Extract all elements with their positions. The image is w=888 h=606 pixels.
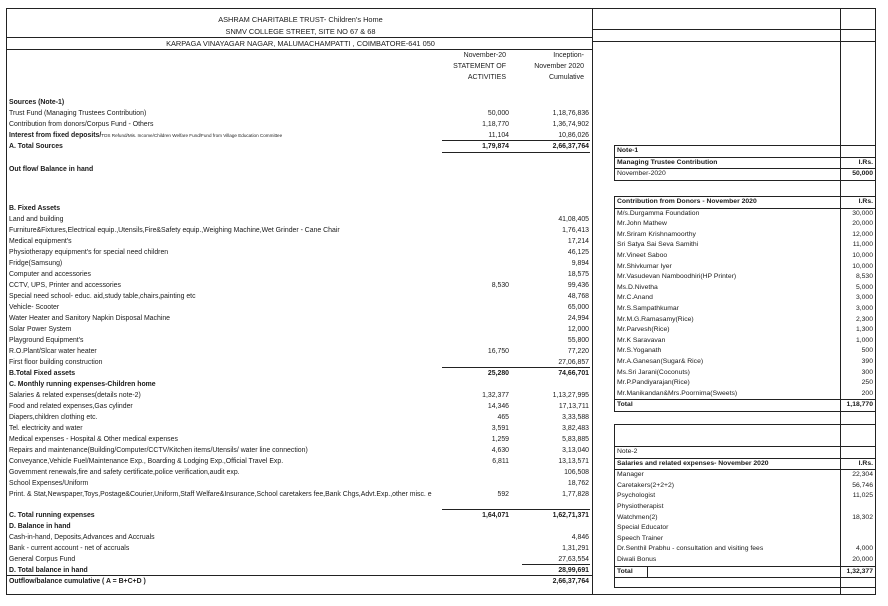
note-row-label: Diwali Bonus [617, 555, 657, 563]
outflow-heading-text: Out flow/ Balance in hand [9, 166, 94, 173]
row-label-detail: TDS Refund/Mis. Income/Children Welfare Fund/Fund from Village Education Committee [101, 133, 283, 138]
month-value: 1,18,770 [482, 121, 509, 128]
org-address-2: KARPAGA VINAYAGAR NAGAR, MALUMACHAMPATTI , COIMBATORE-641 050 [166, 39, 435, 48]
row-label: Furniture&Fixtures,Electrical equip.,Utensils,Fire&Safety equip.,Weighing Machine,Wet Grinder - Cane Chair [9, 227, 340, 234]
row-label: Bank - current account - net of accruals [9, 545, 130, 552]
statement-row [9, 108, 589, 119]
row-label: Medical equipment's [9, 238, 72, 245]
note-row-value: 3,000 [855, 304, 873, 312]
note-row [615, 502, 875, 513]
note-row [615, 357, 875, 368]
note-row-value: 4,000 [855, 545, 873, 553]
statement-row [9, 324, 589, 335]
cumulative-value: 74,66,701 [558, 370, 589, 377]
month-value: 1,64,071 [482, 512, 509, 519]
balance-heading-text: D. Balance in hand [9, 523, 71, 530]
note-row-label: Mr.S.Sampathkumar [617, 304, 679, 312]
row-label: Government renewals,fire and safety certificate,police verification,audit exp. [9, 469, 240, 476]
note-row-value: 3,000 [855, 294, 873, 302]
note-row-value: 18,302 [852, 513, 873, 521]
cumulative-value: 48,768 [567, 293, 589, 300]
note1-unit: I.Rs. [858, 158, 873, 166]
note-row-value: 250 [861, 379, 873, 387]
donors-total-value: 1,18,770 [846, 401, 873, 409]
note-row-value: 56,746 [852, 481, 873, 489]
row-label: Water Heater and Sanitory Napkin Disposal Machine [9, 315, 170, 322]
note-row [615, 283, 875, 294]
row-label: Trust Fund (Managing Trustees Contribution) [9, 110, 147, 117]
row-label: First floor building construction [9, 359, 103, 366]
statement-row [9, 390, 589, 401]
note-row [615, 304, 875, 315]
cumulative-value: 24,994 [567, 315, 589, 322]
note-row-label: Mr.John Mathew [617, 220, 667, 228]
row-label: B.Total Fixed assets [9, 370, 76, 377]
month-value: 50,000 [487, 110, 509, 117]
statement-row [9, 291, 589, 302]
note-row [615, 325, 875, 336]
row-label: Tel. electricity and water [9, 425, 83, 432]
row-label: Fridge(Samsung) [9, 260, 63, 267]
month-value: 1,79,874 [482, 143, 509, 150]
cumulative-value: 17,214 [567, 238, 589, 245]
cumulative-value: 9,894 [571, 260, 589, 267]
month-value: 1,32,377 [482, 392, 509, 399]
statement-row [9, 335, 589, 346]
cumulative-value: 12,000 [567, 326, 589, 333]
balance-heading [9, 521, 589, 532]
month-value: 16,750 [487, 348, 509, 355]
note-row-label: Mr.K Saravavan [617, 336, 666, 344]
cumulative-value: 1,76,413 [562, 227, 589, 234]
divider [593, 29, 875, 30]
cumulative-value: 2,66,37,764 [552, 143, 589, 150]
row-label: Land and building [9, 216, 64, 223]
running-heading [9, 379, 589, 390]
note-row-label: Mr.Vasudevan Namboodhiri(HP Printer) [617, 273, 737, 281]
note-row-label: M/s.Durgamma Foundation [617, 209, 700, 217]
cumulative-value: 77,220 [567, 348, 589, 355]
statement-row [9, 445, 589, 456]
month-value: 6,811 [492, 458, 509, 465]
statement-row [9, 141, 589, 152]
total-underline [442, 152, 590, 153]
row-label: Special need school- educ. aid,study table,chairs,painting etc [9, 293, 196, 300]
note-row-value: 20,000 [852, 555, 873, 563]
fixed-assets-heading-text: B. Fixed Assets [9, 205, 61, 212]
note1-subtitle-row [615, 158, 875, 170]
note-row [615, 368, 875, 379]
donors-total-label: Total [617, 401, 633, 409]
note-row-value: 10,000 [852, 262, 873, 270]
month-value: 3,591 [491, 425, 509, 432]
note-row-value: 300 [861, 368, 873, 376]
note-row-label: Speech Trainer [617, 534, 664, 542]
note-row-label: Mr.A.Ganesan(Sugar& Rice) [617, 357, 704, 365]
cumulative-value: 1,77,828 [562, 491, 589, 498]
note1-title: Note-1 [617, 147, 639, 154]
row-label: Medical expenses - Hospital & Other medical expenses [9, 436, 178, 443]
statement-row [9, 401, 589, 412]
cumulative-value: 18,575 [567, 271, 589, 278]
note-row-label: Manager [617, 471, 644, 479]
month-value: 1,259 [491, 436, 509, 443]
note-row-label: Ms.Sri Jarani(Coconuts) [617, 368, 690, 376]
row-label: Print. & Stat,Newspaper,Toys,Postage&Courier,Uniform,Staff Welfare&Insurance,School caretakers fee,Bank Chgs,Advt.Exp.,other misc. e [9, 491, 432, 498]
note-row [615, 513, 875, 524]
note-row [615, 336, 875, 347]
cumulative-value: 17,13,711 [558, 403, 589, 410]
cumulative-value: 4,846 [571, 534, 589, 541]
month-value: 8,530 [491, 282, 509, 289]
row-label: Contribution from donors/Corpus Fund - Others [9, 121, 154, 128]
cumulative-value: 3,82,483 [562, 425, 589, 432]
note-row [615, 534, 875, 545]
cumulative-value: 18,762 [567, 480, 589, 487]
row-label: D. Total balance in hand [9, 567, 88, 574]
col2-line1: Inception- [553, 52, 584, 59]
note1-row-label: November-2020 [617, 170, 666, 178]
divider [593, 41, 875, 42]
cumulative-value: 28,99,691 [558, 567, 589, 574]
note-row-value: 200 [861, 389, 873, 397]
note-row-label: Sri Satya Sai Seva Samithi [617, 241, 699, 249]
cumulative-value: 10,86,026 [558, 132, 589, 139]
month-value: 11,104 [488, 132, 509, 139]
row-label: Outflow/balance cumulative ( A = B+C+D ) [9, 578, 146, 585]
statement-row [9, 236, 589, 247]
statement-row [9, 269, 589, 280]
cumulative-value: 1,62,71,371 [552, 512, 589, 519]
note-row-label: Mr.C.Anand [617, 294, 653, 302]
note-row [615, 230, 875, 241]
donors-title-row [615, 197, 875, 209]
note2-total-row [615, 566, 875, 579]
note-row-value: 11,000 [852, 241, 873, 249]
donors-title: Contribution from Donors - November 2020 [617, 198, 757, 205]
col1-line3: ACTIVITIES [467, 74, 506, 81]
row-label: Vehicle- Scooter [9, 304, 60, 311]
note-row-value: 390 [861, 357, 873, 365]
cumulative-value: 65,000 [567, 304, 589, 311]
note-row [615, 523, 875, 534]
note-row-label: Psychologist [617, 492, 656, 500]
note-row-label: Mr.Manikandan&Mrs.Poornima(Sweets) [617, 389, 738, 397]
note-row [615, 293, 875, 304]
note2-total-value: 1,32,377 [846, 567, 873, 575]
cumulative-value: 46,125 [567, 249, 589, 256]
row-label: Cash-in-hand, Deposits,Advances and Accruals [9, 534, 155, 541]
statement-row [9, 510, 589, 521]
row-label: A. Total Sources [9, 143, 63, 150]
row-label: R.O.Plant/Slcar water heater [9, 348, 97, 355]
note-row-value: 1,300 [855, 326, 873, 334]
divider [7, 37, 592, 38]
row-label: Physiotherapy equipment's for special need children [9, 249, 169, 256]
note-row-value: 8,530 [855, 273, 873, 281]
note-row [615, 209, 875, 220]
statement-row [9, 576, 589, 587]
column-header-month [426, 50, 506, 83]
spacer-row [615, 425, 875, 446]
note-row-value: 5,000 [855, 283, 873, 291]
note-row-value: 22,304 [852, 471, 873, 479]
note-row-label: Watchmen(2) [617, 513, 658, 521]
col1-line2: STATEMENT OF [453, 63, 506, 70]
note1-row-value: 50,000 [852, 170, 873, 178]
statement-row [9, 543, 589, 554]
note-row-value: 20,000 [852, 220, 873, 228]
note-row-value: 12,000 [852, 230, 873, 238]
row-label: Computer and accessories [9, 271, 91, 278]
cumulative-value: 3,13,040 [562, 447, 589, 454]
statement-row [9, 313, 589, 324]
cumulative-value: 13,13,571 [558, 458, 589, 465]
cumulative-value: 99,436 [567, 282, 589, 289]
note-row [615, 544, 875, 555]
statement-row [9, 423, 589, 434]
note-row-label: Special Educator [617, 524, 669, 532]
note-row [615, 272, 875, 283]
note2-subtitle: Salaries and related expenses- November 2020 [617, 459, 769, 467]
note-row-value: 11,025 [852, 492, 873, 500]
note-row [615, 240, 875, 251]
note-row [615, 481, 875, 492]
note-row-value: 500 [861, 347, 873, 355]
note-row [615, 555, 875, 566]
note-row [615, 378, 875, 389]
note-row-label: Physiotherapist [617, 502, 664, 510]
donors-table [614, 196, 876, 412]
cumulative-value: 41,08,405 [558, 216, 589, 223]
statement-row [9, 412, 589, 423]
note-row [615, 262, 875, 273]
month-value: 4,630 [491, 447, 509, 454]
statement-row [9, 456, 589, 467]
sources-heading-text: Sources (Note-1) [9, 99, 65, 106]
note-row [615, 470, 875, 481]
col2-line3: Cumulative [548, 74, 584, 81]
cumulative-value: 1,36,74,902 [552, 121, 589, 128]
note-row [615, 251, 875, 262]
statement-row [9, 247, 589, 258]
row-label: Solar Power System [9, 326, 72, 333]
divider [647, 567, 648, 578]
column-header-cumulative [504, 50, 584, 83]
note-row-label: Ms.D.Nivetha [617, 283, 658, 291]
cumulative-value: 55,800 [567, 337, 589, 344]
row-label: Food and related expenses,Gas cylinder [9, 403, 133, 410]
statement-row [9, 368, 589, 379]
month-value: 25,280 [487, 370, 509, 377]
note-row [615, 491, 875, 502]
note-row [615, 219, 875, 230]
statement-row [9, 532, 589, 543]
statement-row [9, 467, 589, 478]
outflow-heading [9, 164, 589, 175]
note-row [615, 389, 875, 400]
sources-heading [9, 97, 589, 108]
note-row [615, 346, 875, 357]
cumulative-value: 27,06,857 [558, 359, 589, 366]
fixed-assets-heading [9, 203, 589, 214]
donors-unit: I.Rs. [858, 198, 873, 205]
note1-row [615, 169, 875, 180]
note2-title: Note-2 [617, 448, 638, 455]
note1-title-row [615, 146, 875, 158]
note1-table [614, 145, 876, 181]
running-heading-text: C. Monthly running expenses-Children home [9, 381, 156, 388]
note-row-label: Mr.Sriram Krishnamoorthy [617, 230, 696, 238]
note-row-value: 2,300 [855, 315, 873, 323]
note-row-label: Mr.P.Pandiyarajan(Rice) [617, 379, 690, 387]
statement-row [9, 478, 589, 489]
org-name: ASHRAM CHARITABLE TRUST- Children's Home [218, 15, 383, 24]
month-value: 592 [497, 491, 509, 498]
cumulative-value: 106,508 [564, 469, 589, 476]
row-label: Salaries & related expenses(details note-2) [9, 392, 141, 399]
statement-row [9, 554, 589, 565]
note-row-value: 10,000 [852, 251, 873, 259]
statement-row [9, 346, 589, 357]
cumulative-value: 1,31,291 [562, 545, 589, 552]
statement-row [9, 434, 589, 445]
note-row-label: Mr.Vineet Saboo [617, 251, 668, 259]
donors-total-row [615, 399, 875, 411]
row-label: CCTV, UPS, Printer and accessories [9, 282, 121, 289]
note2-table [614, 424, 876, 588]
statement-row [9, 489, 589, 500]
donor-rows [615, 209, 875, 400]
row-label: Playground Equipment's [9, 337, 84, 344]
note-row-label: Caretakers(2+2+2) [617, 481, 675, 489]
month-value: 14,346 [487, 403, 509, 410]
row-label: School Expenses/Uniform [9, 480, 89, 487]
cumulative-value: 2,66,37,764 [552, 578, 589, 585]
note2-rows [615, 470, 875, 565]
cumulative-value: 3,33,588 [562, 414, 589, 421]
row-label: C. Total running expenses [9, 512, 95, 519]
note2-subtitle-row [615, 459, 875, 471]
note1-subtitle: Managing Trustee Contribution [617, 158, 718, 166]
note-row-value: 30,000 [852, 209, 873, 217]
note-row [615, 315, 875, 326]
note-row-value: 1,000 [855, 336, 873, 344]
note-row-label: Mr.S.Yoganath [617, 347, 662, 355]
statement-row [9, 119, 589, 130]
note-row-label: Dr.Senthil Prabhu - consultation and visiting fees [617, 545, 764, 553]
note2-unit: I.Rs. [858, 459, 873, 467]
row-label: Diapers,children clothing etc. [9, 414, 98, 421]
statement-row [9, 280, 589, 291]
note2-total-label: Total [617, 567, 633, 575]
note2-title-row [615, 446, 875, 459]
statement-row [9, 225, 589, 236]
statement-row [9, 258, 589, 269]
cumulative-value: 5,83,885 [562, 436, 589, 443]
note-row-label: Mr.M.G.Ramasamy(Rice) [617, 315, 694, 323]
org-address-1: SNMV COLLEGE STREET, SITE NO 67 & 68 [225, 27, 376, 36]
row-label: General Corpus Fund [9, 556, 76, 563]
statement-row [9, 302, 589, 313]
col2-line2: November 2020 [534, 63, 584, 70]
note-row-label: Mr.Shivkumar Iyer [617, 262, 672, 270]
row-label: Repairs and maintenance(Building/Computer/CCTV/Kitchen items/Utensils/ water line connection) [9, 447, 308, 454]
col1-line1: November-20 [463, 52, 506, 59]
statement-row [9, 214, 589, 225]
row-label: Conveyance,Vehicle Fuel/Maintenance Exp., Boarding & Lodging Exp.,Official Travel Exp. [9, 458, 284, 465]
spacer-row [615, 578, 875, 587]
month-value: 465 [497, 414, 509, 421]
cumulative-value: 27,63,554 [558, 556, 589, 563]
note-row-label: Mr.Parvesh(Rice) [617, 326, 670, 334]
row-label-wrap [9, 130, 282, 141]
statement-table [6, 8, 593, 595]
cumulative-value: 1,18,76,836 [552, 110, 589, 117]
row-label: Interest from fixed deposits/ [9, 132, 102, 139]
cumulative-value: 1,13,27,995 [552, 392, 589, 399]
